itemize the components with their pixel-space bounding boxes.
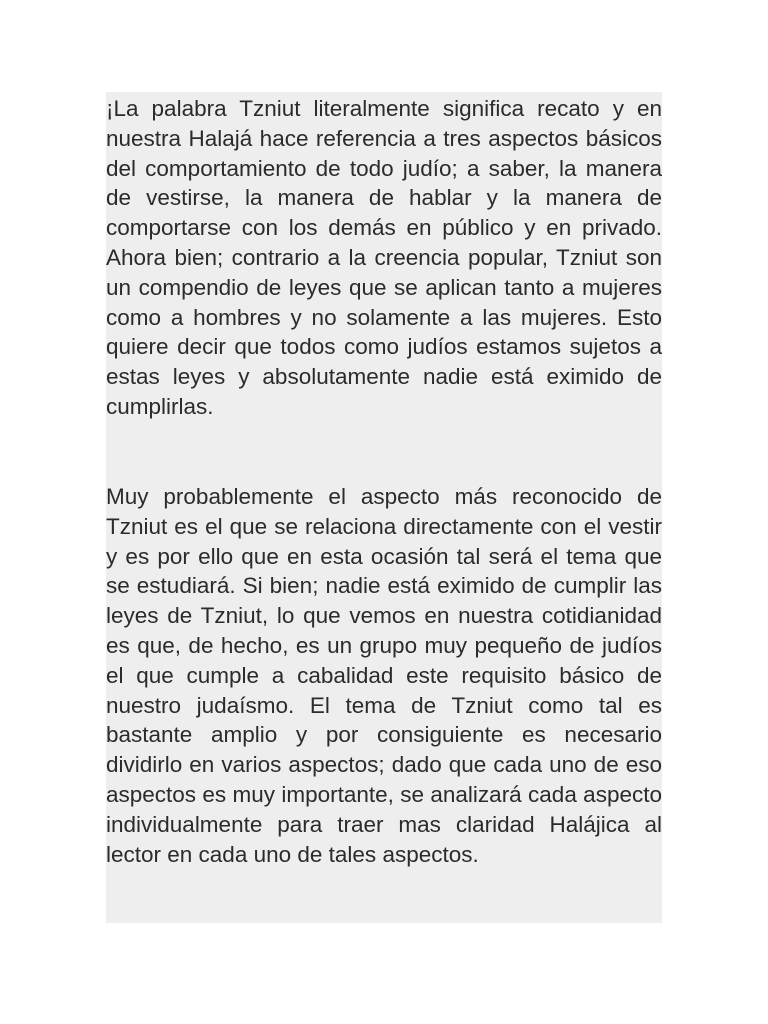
paragraph-2: Muy probablemente el aspecto más reconocido de Tzniut es el que se relaciona directamente con el vestir y es por ello que en esta ocasión tal será el tema que se estudiará. Si bien; nadie está eximido de cumplir las leyes de Tzniut, lo que vemos en nuestra cotidianidad es que, de hecho, es un grupo muy pequeño de judíos el que cumple a cabalidad este requisito básico de nuestro judaísmo. El tema de Tzniut como tal es bastante amplio y por consiguiente es necesario dividirlo en varios aspectos; dado que cada uno de eso aspectos es muy importante, se analizará cada aspecto individualmente para traer mas claridad Halájica al lector en cada uno de tales aspectos. (106, 484, 662, 867)
paragraph-1: ¡La palabra Tzniut literalmente significa recato y en nuestra Halajá hace referencia a tres aspectos básicos del comportamiento de todo judío; a saber, la manera de vestirse, la manera de hablar y la manera de comportarse con los demás en público y en privado. Ahora bien; contrario a la creencia popular, Tzniut son un compendio de leyes que se aplican tanto a mujeres como a hombres y no solamente a las mujeres. Esto quiere decir que todos como judíos estamos sujetos a estas leyes y absolutamente nadie está eximido de cumplirlas. (106, 96, 662, 419)
highlighted-text-block (106, 92, 662, 923)
